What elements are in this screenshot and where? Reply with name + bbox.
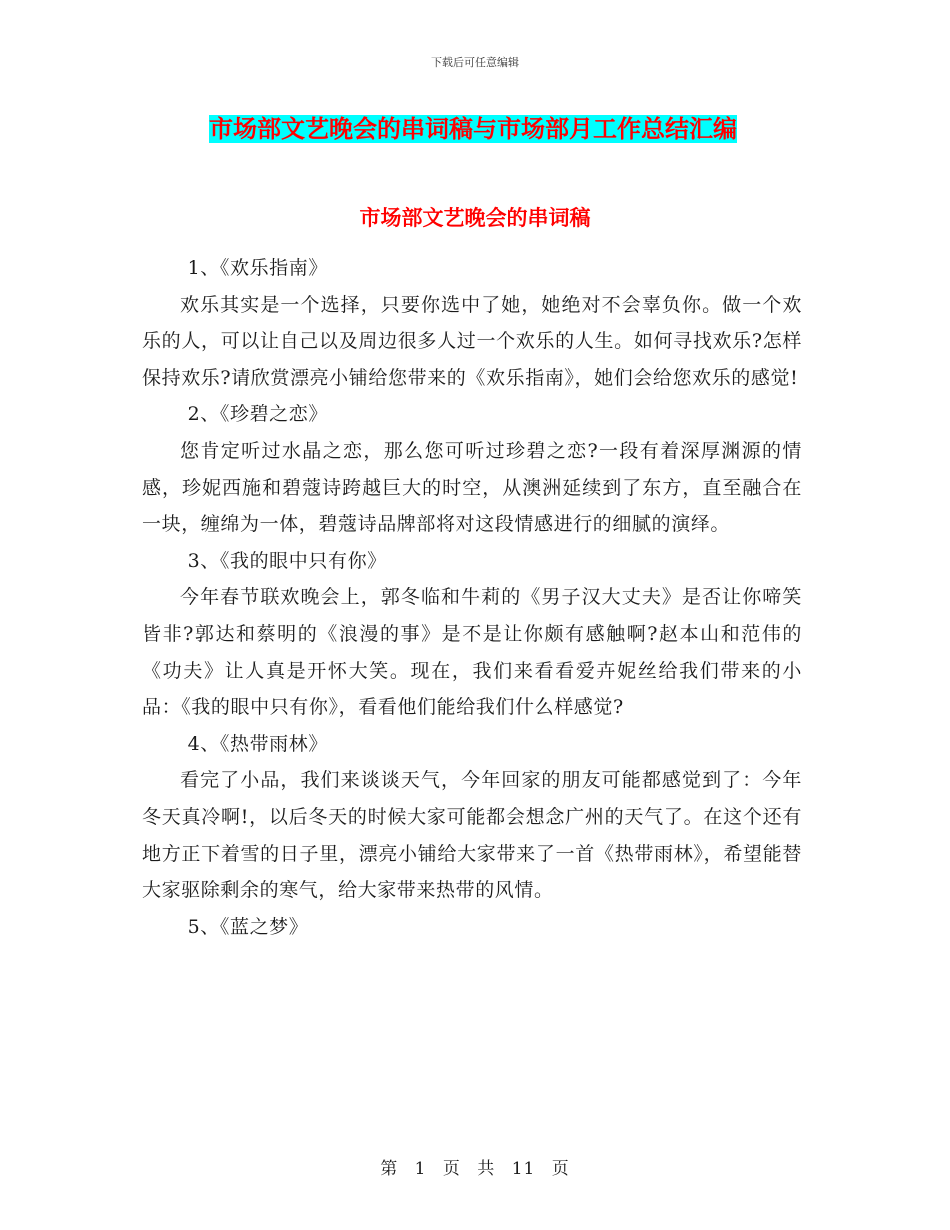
footer-total-prefix: 共 bbox=[477, 1159, 496, 1179]
program-heading-2: 2、《珍碧之恋》 bbox=[187, 403, 328, 426]
header-note: 下载后可任意编辑 bbox=[431, 56, 519, 69]
program-description-2: 您肯定听过水晶之恋，那么您可听过珍碧之恋?一段有着深厚渊源的情感，珍妮西施和碧蔻诗跨越巨大的时空，从澳洲延续到了东方，直至融合在一块，缠绵为一体，碧蔻诗品牌部将对这段情感进行的细腻的演绎。 bbox=[142, 439, 802, 536]
footer-page-prefix: 第 bbox=[380, 1159, 399, 1179]
program-heading-5: 5、《蓝之梦》 bbox=[187, 915, 309, 938]
document-title-text: 市场部文艺晚会的串词稿与市场部月工作总结汇编 bbox=[209, 115, 737, 143]
footer-page-unit: 页 bbox=[442, 1159, 461, 1179]
program-description-1: 欢乐其实是一个选择，只要你选中了她，她绝对不会辜负你。做一个欢乐的人，可以让自己以及周边很多人过一个欢乐的人生。如何寻找欢乐?怎样保持欢乐?请欣赏漂亮小铺给您带来的《欢乐指南》，她们会给您欢乐的感觉! bbox=[142, 293, 802, 389]
program-description-4: 看完了小品，我们来谈谈天气，今年回家的朋友可能都感觉到了：今年冬天真冷啊!，以后冬天的时候大家可能都会想念广州的天气了。在这个还有地方正下着雪的日子里，漂亮小铺给大家带来了一首《热带雨林》，希望能替大家驱除剩余的寒气，给大家带来热带的风情。 bbox=[142, 769, 802, 902]
document-body bbox=[142, 250, 802, 945]
section-title: 市场部文艺晚会的串词稿 bbox=[359, 206, 591, 230]
program-heading-4: 4、《热带雨林》 bbox=[187, 732, 328, 755]
program-description-3: 今年春节联欢晚会上，郭冬临和牛莉的《男子汉大丈夫》是否让你啼笑皆非?郭达和蔡明的《浪漫的事》是不是让你颇有感触啊?赵本山和范伟的《功夫》让人真是开怀大笑。现在，我们来看看爱卉妮丝给我们带来的小品：《我的眼中只有你》，看看他们能给我们什么样感觉? bbox=[142, 586, 802, 719]
page-footer bbox=[0, 1154, 950, 1179]
program-heading-1: 1、《欢乐指南》 bbox=[187, 257, 328, 279]
program-heading-3: 3、《我的眼中只有你》 bbox=[187, 549, 387, 572]
footer-total-pages: 11 bbox=[511, 1159, 536, 1179]
footer-total-unit: 页 bbox=[551, 1159, 570, 1179]
footer-page-number: 1 bbox=[414, 1159, 427, 1179]
document-title bbox=[207, 112, 739, 146]
